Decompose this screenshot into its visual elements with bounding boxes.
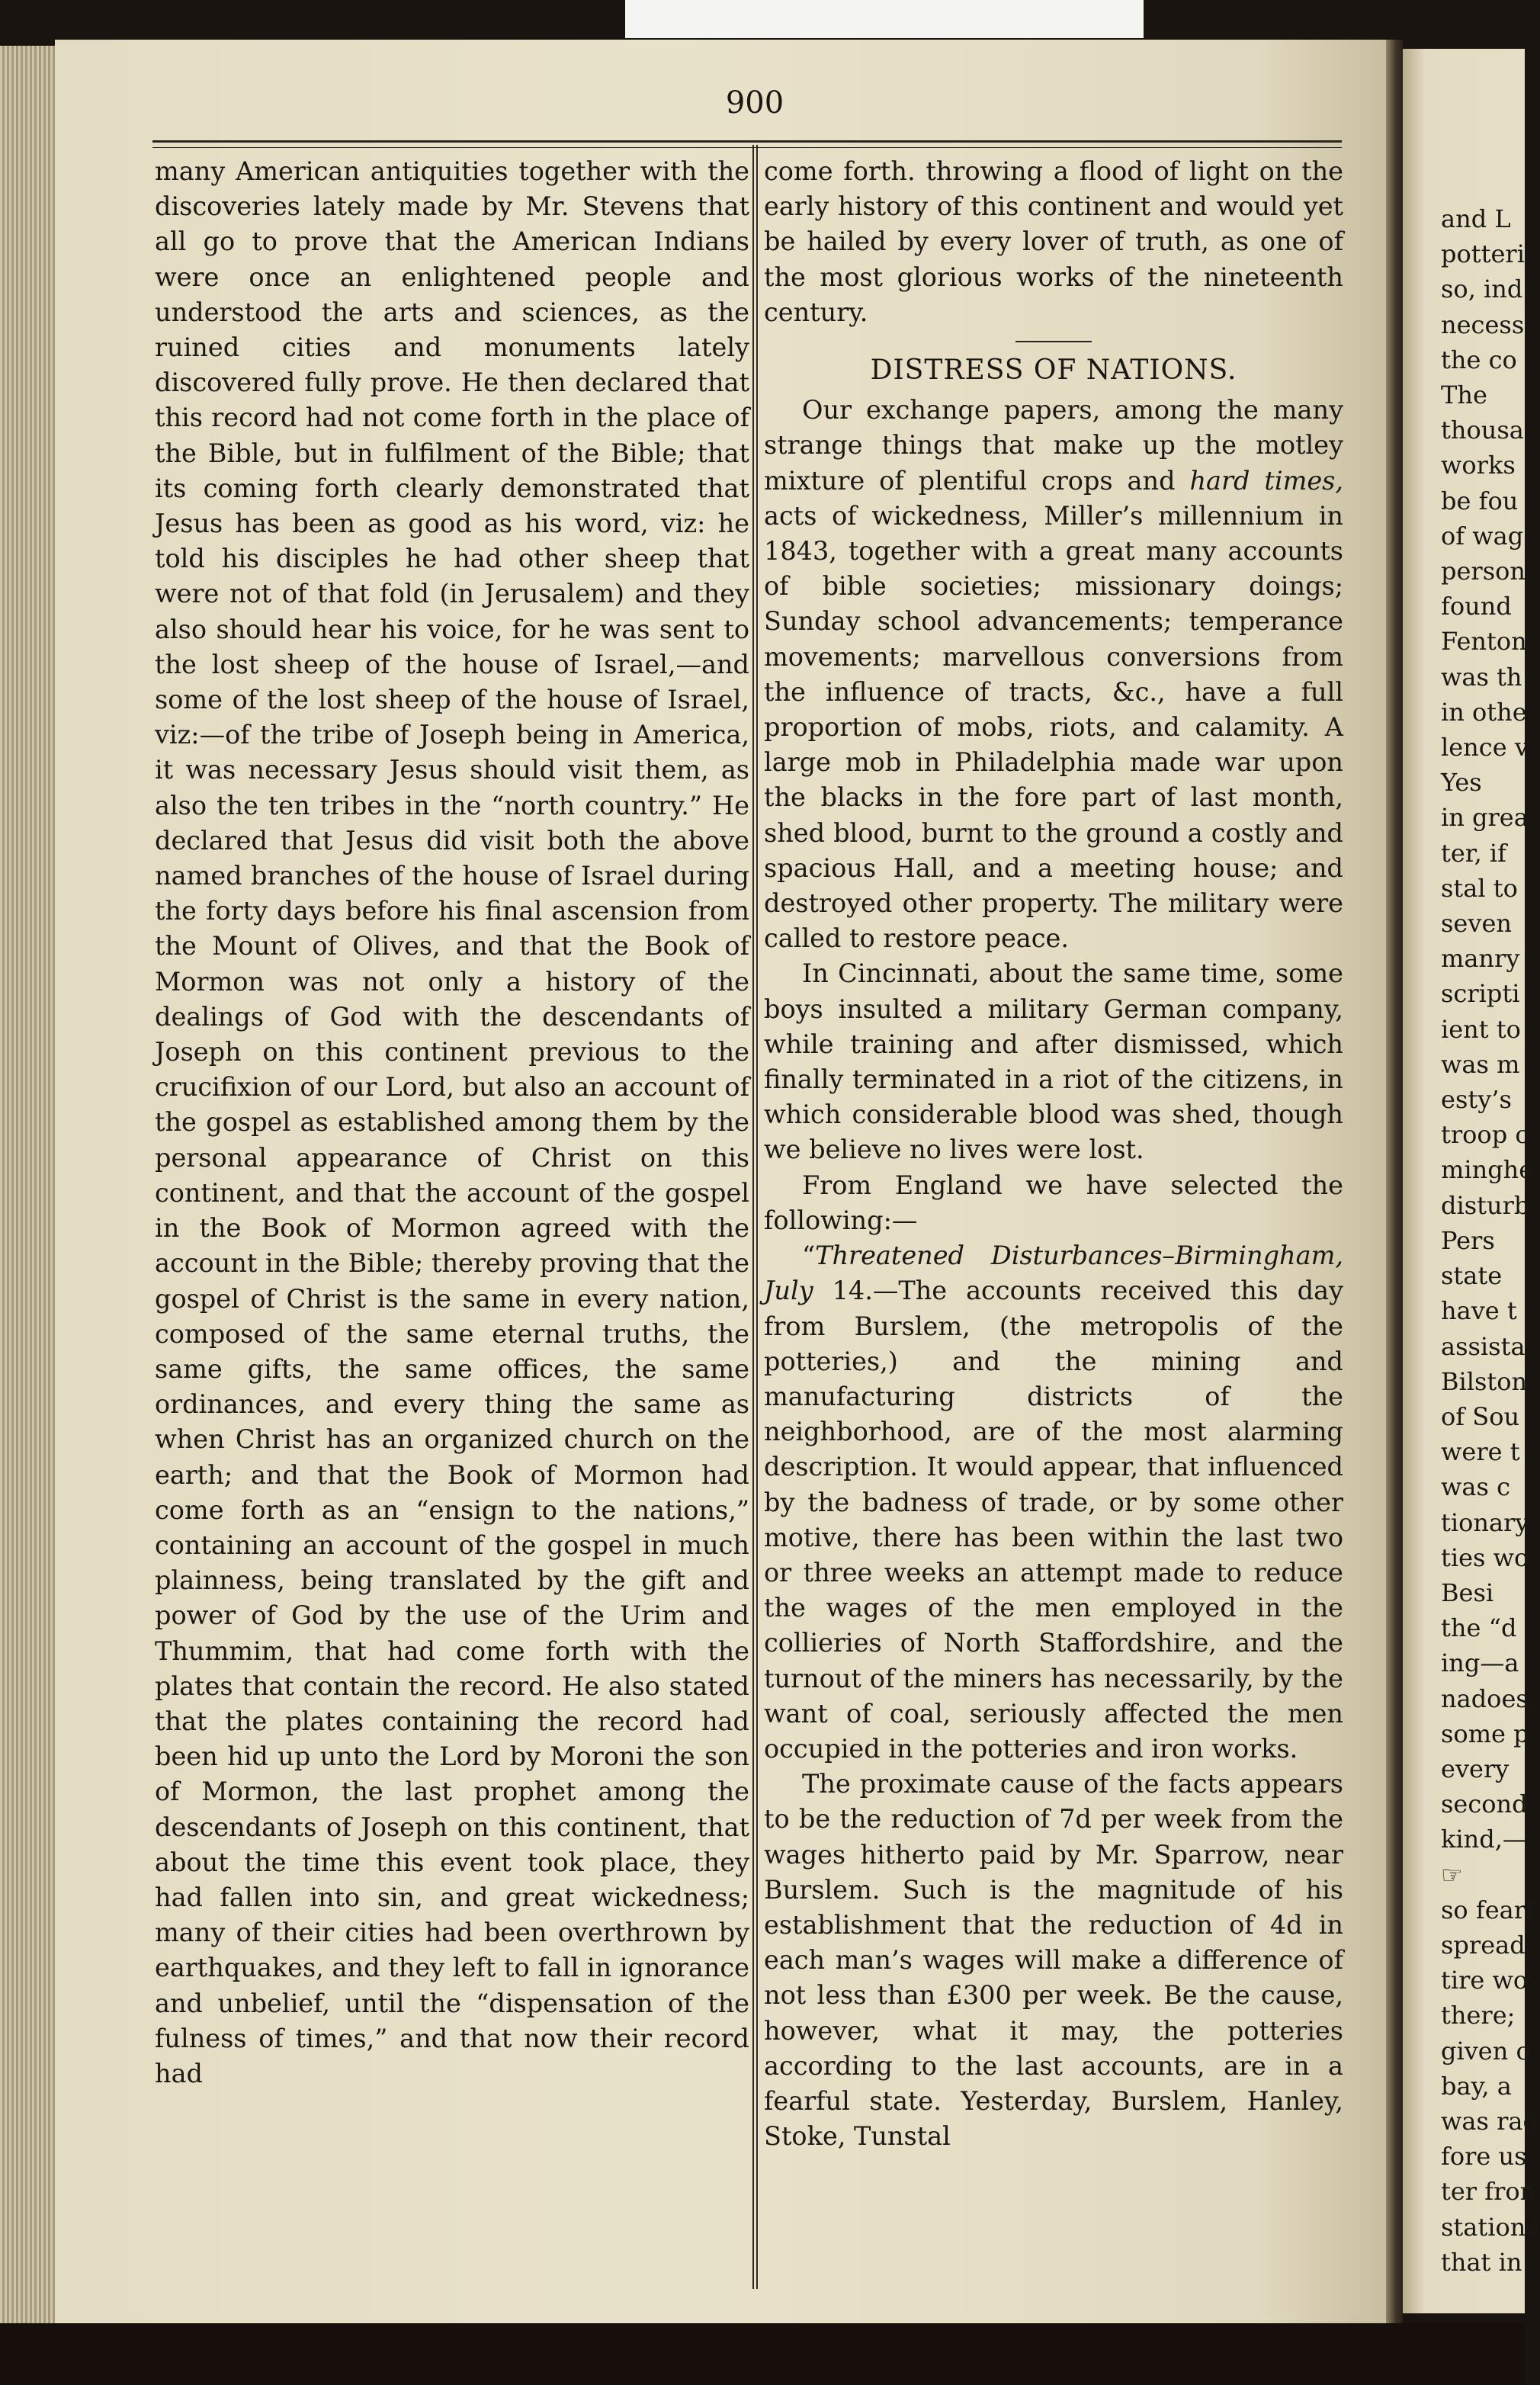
scan-background-top — [625, 0, 1144, 38]
continuation-paragraph: come forth. throwing a flood of light on the early history of this continent and would yet be hailed by every lover of truth, as one of the most glorious works of the nineteenth century. — [764, 156, 1343, 327]
edge-text-line: fore us — [1441, 2142, 1527, 2172]
edge-text-line: ing—a — [1441, 1648, 1519, 1678]
article-paragraph-3: From England we have selected the following:— — [764, 1170, 1343, 1235]
book-spine — [1386, 40, 1403, 2323]
page-number: 900 — [725, 85, 784, 120]
edge-text-line: was c — [1441, 1472, 1510, 1502]
left-column — [155, 154, 749, 2285]
edge-text-line: was m — [1441, 1049, 1520, 1079]
edge-text-line: disturb — [1441, 1190, 1530, 1220]
edge-text-line: spread — [1441, 1930, 1526, 1960]
edge-text-line: works — [1441, 451, 1516, 480]
edge-text-line: be fou — [1441, 486, 1519, 515]
edge-text-line: ties wo — [1441, 1542, 1529, 1572]
edge-text-line: stal to — [1441, 873, 1518, 903]
edge-text-line: so, ind — [1441, 274, 1523, 304]
quote-body: 14.—The accounts received this day from Burslem, (the metropolis of the potteries,) and the mining and manufacturing districts of the neighborhood, are of the most alarming description. It would appear, that influenced by the badness of trade, or by some other motive, there has been within the last two or three weeks an attempt made to reduce the wages of the men employed in the collieries of North Staffordshire, and the turnout of the miners has necessarily, by the want of coal, seriously affected the men occupied in the potteries and iron works. — [764, 1276, 1343, 1764]
edge-text-line: tionary — [1441, 1507, 1529, 1537]
quoted-report — [764, 1238, 1343, 1767]
paragraph-1-italic: hard times, — [1189, 465, 1343, 496]
edge-text-line: given o — [1441, 2036, 1531, 2066]
quote-open: “ — [802, 1241, 816, 1271]
edge-text-line: necess — [1441, 310, 1525, 339]
edge-text-line: bay, a — [1441, 2071, 1512, 2101]
edge-text-line: ter fron — [1441, 2177, 1536, 2207]
edge-text-line: was th — [1441, 662, 1522, 692]
edge-text-line: potteri — [1441, 239, 1525, 269]
edge-text-line: statione — [1441, 2212, 1540, 2242]
edge-text-line: of Sou — [1441, 1401, 1520, 1431]
edge-text-line: Besi — [1441, 1578, 1494, 1607]
book-page-edges — [0, 46, 55, 2326]
edge-text-line: and L — [1441, 204, 1511, 233]
edge-text-line: thousa — [1441, 416, 1524, 445]
edge-text-line: there; — [1441, 2001, 1516, 2030]
column-divider — [752, 145, 758, 2289]
paragraph-1-part-a: Our exchange papers, among the many strange things that make up the motley mixture of plentiful crops and — [764, 395, 1343, 496]
section-separator — [1015, 341, 1092, 342]
edge-text-line: esty’s — [1441, 1085, 1512, 1115]
right-page-edge-text — [1403, 201, 1540, 2280]
edge-text-line: that in — [1441, 2247, 1522, 2277]
edge-text-line: the “d — [1441, 1613, 1517, 1643]
edge-text-line: Yes — [1441, 768, 1482, 798]
edge-text-line: so fearf — [1441, 1895, 1535, 1924]
edge-text-line: of wag — [1441, 521, 1524, 551]
edge-text-line: found — [1441, 592, 1512, 621]
edge-text-line: person — [1441, 557, 1526, 586]
edge-text-line: ient to — [1441, 1014, 1521, 1044]
edge-text-line: in othe — [1441, 697, 1527, 727]
section-title: DISTRESS OF NATIONS. — [870, 355, 1237, 387]
article-paragraph-4: The proximate cause of the facts appears to be the reduction of 7d per week from the wages hitherto paid by Mr. Sparrow, near Burslem. Such is the magnitude of his establishment that the reduction of 4d in each man’s wages will make a difference of not less than £300 per week. Be the cause, however, what it may, the potteries according to the last accounts, are in a fearful state. Yesterday, Burslem, Hanley, Stoke, Tunstal — [764, 1769, 1343, 2152]
scan-background-bottom — [0, 2323, 1525, 2385]
edge-text-line: some p — [1441, 1719, 1529, 1748]
left-column-text: many American antiquities together with the discoveries lately made by Mr. Stevens that all go to prove that the American Indians were once an enlightened people and understood the arts and sciences, as the ruined cities and monuments lately discovered fully prove. He then declared that this record had not come forth in the place of the Bible, but in fulfilment of the Bible; that its coming forth clearly demonstrated that Jesus has been as good as his word, viz: he told his disciples he had other sheep that were not of that fold (in Jerusalem) and they also should hear his voice, for he was sent to the lost sheep of the house of Israel,—and some of the lost sheep of the house of Israel, viz:—of the tribe of Joseph being in America, it was necessary Jesus should visit them, as also the ten tribes in the “north country.” He declared that Jesus did visit both the above named branches of the house of Israel during the forty days before his final ascension from the Mount of Olives, and that the Book of Mormon was not only a history of the dealings of God with the descendants of Joseph on this continent previous to the crucifixion of our Lord, but also an account of the gospel as established among them by the personal appearance of Christ on this continent, and that the account of the gospel in the Book of Mormon agreed with the account in the Bible; thereby proving that the gospel of Christ is the same in every nation, composed of the same eternal truths, the same gifts, the same offices, the same ordinances, and every thing the same as when Christ has an organized church on the earth; and that the Book of Mormon had come forth as an “ensign to the nations,” containing an account of the gospel in much plainness, being translated by the gift and power of God by the use of the Urim and Thummim, that had come forth with the plates that contain the record. He also stated that the plates containing the record had been hid up unto the Lord by Moroni the son of Mormon, the last prophet among the descendants of Joseph on this continent, that about the time this event took place, they had fallen into sin, and great wickedness; many of their cities had been overthrown by earthquakes, and they left to fall in ignorance and unbelief, until the “dispensation of the fulness of times,” and that now their record had — [155, 156, 749, 2088]
quote-heading: Threatened Disturbances–Birmingham, July — [764, 1241, 1343, 1306]
edge-text-line: Bilston — [1441, 1366, 1528, 1396]
edge-text-line: the co — [1441, 345, 1517, 374]
right-column — [764, 154, 1343, 2285]
right-page-edge — [1403, 49, 1540, 2313]
edge-text-line: ter, if — [1441, 838, 1506, 868]
edge-text-line: scripti — [1441, 979, 1520, 1009]
edge-text-line: minghe — [1441, 1155, 1534, 1185]
edge-text-line: seven — [1441, 909, 1512, 939]
edge-text-line: manry — [1441, 944, 1520, 974]
edge-text-line: Fenton — [1441, 627, 1527, 656]
paragraph-1-part-b: acts of wickedness, Miller’s millennium in 1843, together with a great many accounts of bible societies; missionary doings; Sunday school advancements; temperance movements; marvellous conversions from the influence of tracts, &c., have a full proportion of mobs, riots, and calamity. A large mob in Philadelphia made war upon the blacks in the fore part of last month, shed blood, burnt to the ground a costly and spacious Hall, and a meeting house; and destroyed other property. The military were called to restore peace. — [764, 500, 1343, 954]
edge-text-line: troop c — [1441, 1120, 1529, 1150]
edge-text-line: ☞ — [1441, 1860, 1463, 1889]
edge-text-line: in grea — [1441, 803, 1529, 833]
article-paragraph-1 — [764, 393, 1343, 956]
edge-text-line: nadoes, — [1441, 1684, 1536, 1713]
edge-text-line: have t — [1441, 1296, 1517, 1326]
edge-text-line: tire wo — [1441, 1966, 1529, 1995]
edge-text-line: second — [1441, 1790, 1528, 1819]
edge-text-line: The — [1441, 380, 1487, 410]
edge-text-line: was rag — [1441, 2106, 1538, 2136]
edge-text-line: Pers — [1441, 1225, 1495, 1255]
edge-text-line: were t — [1441, 1437, 1520, 1467]
article-paragraph-2: In Cincinnati, about the same time, some boys insulted a military German company, while training and after dismissed, which finally terminated in a riot of the citizens, in which considerable blood was shed, though we believe no lives were lost. — [764, 958, 1343, 1165]
edge-text-line: every — [1441, 1754, 1510, 1783]
edge-text-line: kind,— — [1441, 1825, 1527, 1854]
edge-text-line: assista — [1441, 1331, 1526, 1361]
edge-text-line: lence v — [1441, 733, 1529, 762]
header-rule — [152, 140, 1342, 148]
edge-text-line: state — [1441, 1261, 1503, 1291]
